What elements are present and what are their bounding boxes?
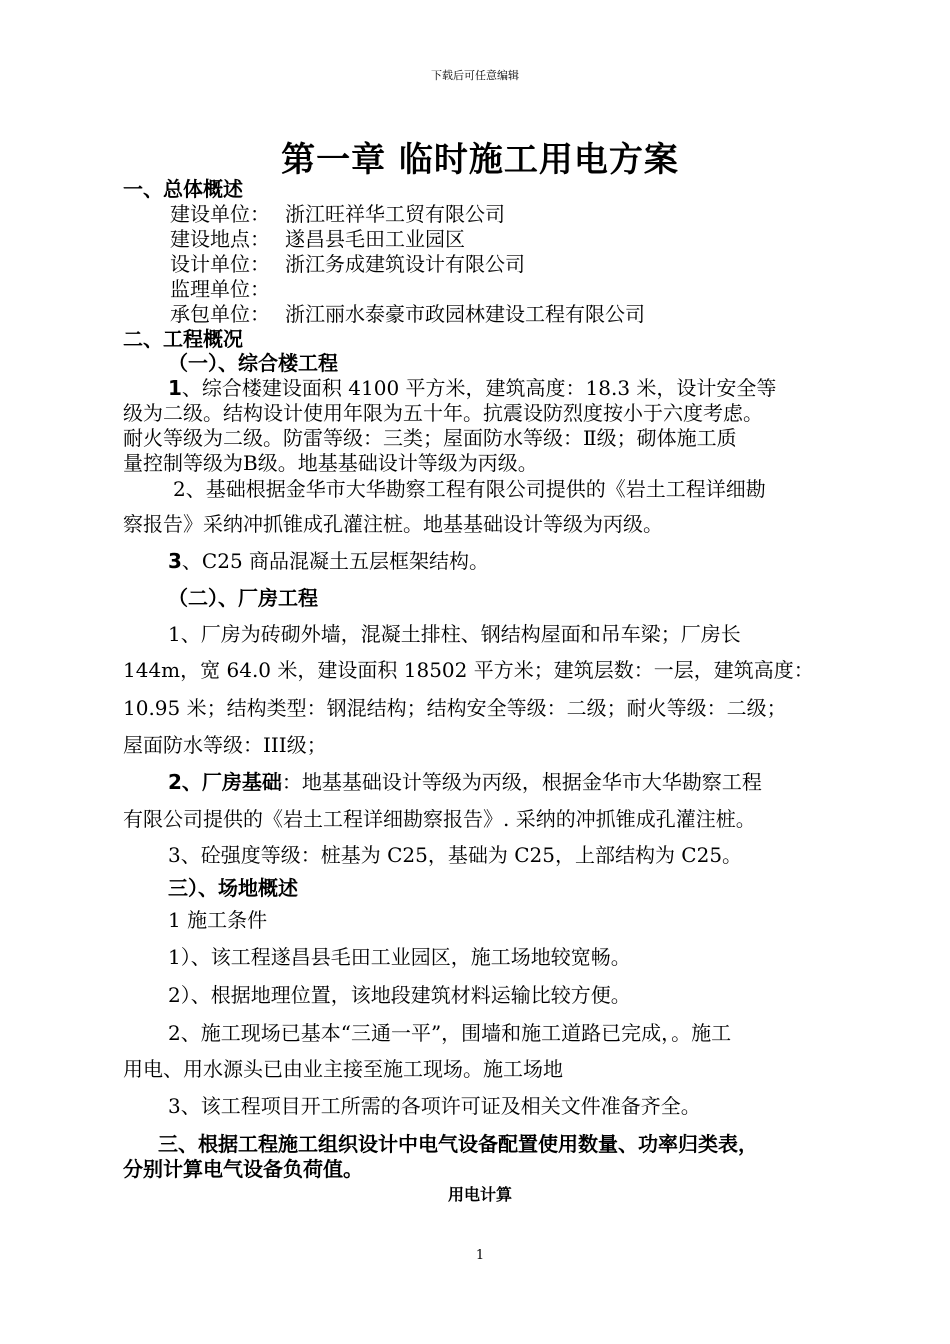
paragraph-line: 1、综合楼建设面积 4100 平方米，建筑高度：18.3 米，设计安全等 <box>168 376 777 400</box>
info-row-contractor: 承包单位： 浙江丽水泰豪市政园林建设工程有限公司 <box>170 302 645 326</box>
paragraph-line: 2、施工现场已基本“三通一平”，围墙和施工道路已完成，。施工 <box>168 1021 732 1045</box>
info-row-location: 建设地点： 遂昌县毛田工业园区 <box>170 227 465 251</box>
paragraph-line: 有限公司提供的《岩土工程详细勘察报告》. 采纳的冲抓锥成孔灌注桩。 <box>123 807 756 831</box>
paragraph-line: 级为二级。结构设计使用年限为五十年。抗震设防烈度按小于六度考虑。 <box>123 401 763 425</box>
paragraph-line: 2）、根据地理位置，该地段建筑材料运输比较方便。 <box>168 983 631 1007</box>
paragraph-line: 144m，宽 64.0 米，建设面积 18502 平方米；建筑层数：一层，建筑高度： <box>123 658 814 682</box>
paragraph-line: 耐火等级为二级。防雷等级：三类；屋面防水等级：Ⅱ级；砌体施工质 <box>123 426 737 450</box>
subheading-site: 三）、场地概述 <box>168 876 298 900</box>
paragraph-line: 3、C25 商品混凝土五层框架结构。 <box>168 549 490 573</box>
chapter-title: 第一章 临时施工用电方案 <box>281 140 679 180</box>
paragraph-line: 3、砼强度等级：桩基为 C25，基础为 C25，上部结构为 C25。 <box>168 843 743 867</box>
subheading-factory: （二）、厂房工程 <box>168 586 318 610</box>
table-caption: 用电计算 <box>447 1185 512 1204</box>
section-heading-calculation-cont: 分别计算电气设备负荷值。 <box>123 1157 363 1181</box>
paragraph-line: 2、厂房基础：地基基础设计等级为丙级，根据金华市大华勘察工程 <box>168 770 762 794</box>
paragraph-line: 察报告》采纳冲抓锥成孔灌注桩。地基基础设计等级为丙级。 <box>123 512 663 536</box>
paragraph-line: 1）、该工程遂昌县毛田工业园区，施工场地较宽畅。 <box>168 945 631 969</box>
paragraph-line: 1、厂房为砖砌外墙，混凝土排柱、钢结构屋面和吊车梁；厂房长 <box>168 622 741 646</box>
section-heading-overview: 一、总体概述 <box>123 177 243 201</box>
paragraph-line: 10.95 米；结构类型：钢混结构；结构安全等级：二级；耐火等级：二级； <box>123 696 787 720</box>
paragraph-line: 3、该工程项目开工所需的各项许可证及相关文件准备齐全。 <box>168 1094 701 1118</box>
page-number: 1 <box>475 1248 485 1263</box>
paragraph-line: 1 施工条件 <box>168 908 268 932</box>
page-header: 下载后可任意编辑 <box>431 69 519 82</box>
info-row-designer: 设计单位： 浙江务成建筑设计有限公司 <box>170 252 525 276</box>
section-heading-project: 二、工程概况 <box>123 327 243 351</box>
paragraph-line: 屋面防水等级：III级； <box>123 733 327 757</box>
section-heading-calculation: 三、根据工程施工组织设计中电气设备配置使用数量、功率归类表， <box>158 1132 758 1156</box>
paragraph-line: 用电、用水源头已由业主接至施工现场。施工场地 <box>123 1057 563 1081</box>
paragraph-line: 量控制等级为Β级。地基基础设计等级为丙级。 <box>123 451 538 475</box>
subheading-office-building: （一）、综合楼工程 <box>168 351 338 375</box>
info-row-supervisor: 监理单位： <box>170 277 270 301</box>
info-row-builder: 建设单位： 浙江旺祥华工贸有限公司 <box>170 202 505 226</box>
paragraph-line: 2、基础根据金华市大华勘察工程有限公司提供的《岩土工程详细勘 <box>173 477 766 501</box>
